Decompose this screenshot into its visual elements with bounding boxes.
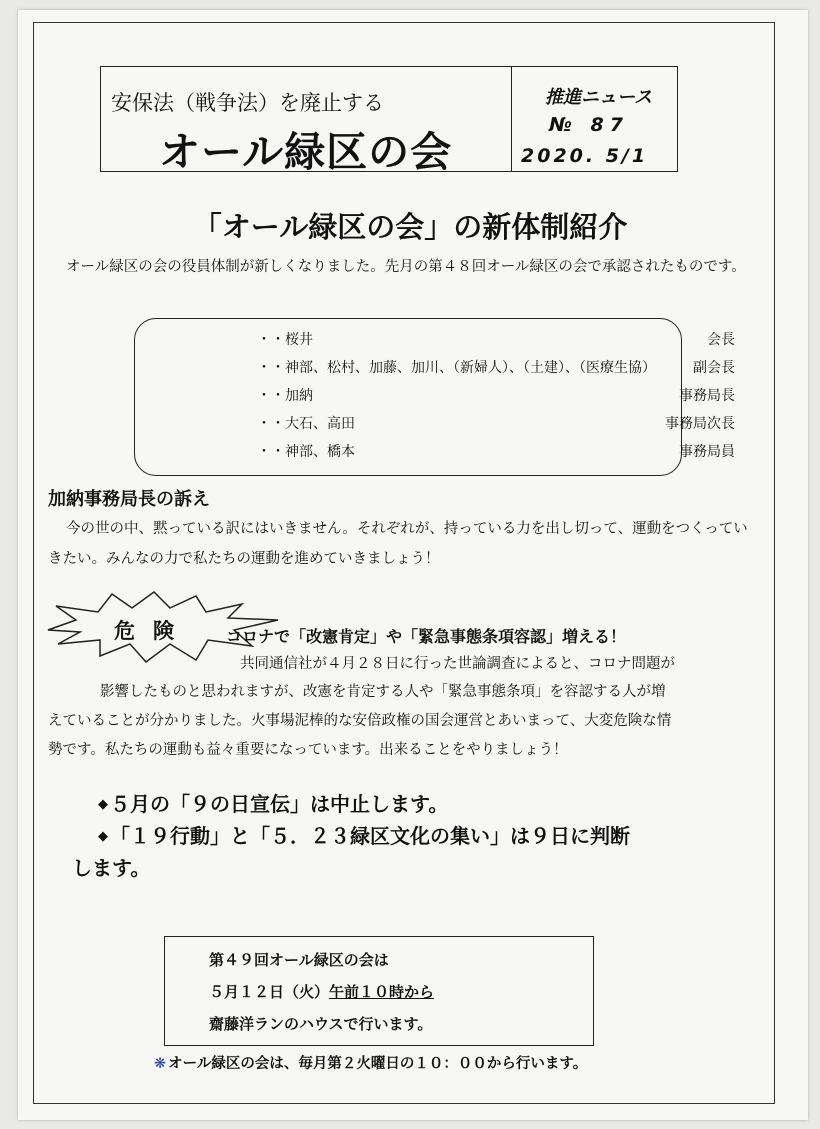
meeting-notice bbox=[164, 936, 594, 1046]
footer-note bbox=[154, 1052, 587, 1073]
roster-title: 副会長 bbox=[693, 360, 735, 376]
roster-names: 大石、高田 bbox=[285, 416, 355, 432]
news-label: 推進ニュース bbox=[545, 87, 653, 108]
roster-row bbox=[135, 413, 735, 437]
roster-row bbox=[135, 385, 735, 409]
page-headline: 「オール緑区の会」の新体制紹介 bbox=[192, 210, 628, 244]
roster-names: 神部、松村、加藤、加川、（新婦人）、（土建）、（医療生協） bbox=[285, 360, 656, 376]
roster-separator: ・・ bbox=[257, 416, 285, 432]
roster-row bbox=[135, 329, 735, 353]
bullet-continuation: します。 bbox=[72, 856, 151, 880]
roster-row bbox=[135, 441, 735, 465]
bullet-item bbox=[98, 820, 630, 849]
roster-separator: ・・ bbox=[257, 444, 285, 460]
issue-number: № 87 bbox=[549, 114, 629, 136]
masthead-issue-block bbox=[521, 67, 671, 171]
roster-title: 事務局長 bbox=[679, 388, 735, 404]
roster-separator: ・・ bbox=[257, 332, 285, 348]
officer-roster bbox=[134, 318, 735, 476]
meeting-line: 齋藤洋ランのハウスで行います。 bbox=[209, 1015, 433, 1033]
snowflake-icon: ❋ bbox=[154, 1056, 167, 1072]
roster-separator: ・・ bbox=[257, 388, 285, 404]
bullet-item bbox=[98, 788, 448, 817]
danger-text-line: えていることが分かりました。火事場泥棒的な安倍政権の国会運営とあいまって、大変危険な情 bbox=[48, 713, 672, 729]
roster-title: 事務局員 bbox=[679, 444, 735, 460]
masthead-title-block bbox=[101, 67, 512, 176]
masthead-title: オール緑区の会 bbox=[159, 128, 453, 176]
meeting-date: ５月１２日（火） bbox=[209, 983, 330, 1001]
roster-title: 会長 bbox=[707, 332, 735, 348]
appeal-heading: 加納事務局長の訴え bbox=[48, 489, 210, 510]
danger-headline: コロナで「改憲肯定」や「緊急事態条項容認」増える！ bbox=[226, 627, 627, 646]
bullet-text: 「１９行動」と「５．２３緑区文化の集い」は９日に判断 bbox=[110, 824, 630, 848]
danger-text-line: 共同通信社が４月２８日に行った世論調査によると、コロナ問題が bbox=[240, 656, 675, 672]
meeting-time: 午前１０時から bbox=[329, 983, 435, 1001]
roster-names: 神部、橋本 bbox=[285, 444, 355, 460]
roster-names: 桜井 bbox=[285, 332, 313, 348]
diamond-icon: ◆ bbox=[98, 829, 108, 844]
meeting-line bbox=[209, 981, 434, 1002]
masthead-subtitle: 安保法（戦争法）を廃止する bbox=[111, 91, 384, 115]
danger-text-line: 勢です。私たちの運動も益々重要になっています。出来ることをやりましょう！ bbox=[48, 742, 568, 758]
roster-row bbox=[135, 357, 735, 381]
meeting-line: 第４９回オール緑区の会は bbox=[209, 951, 389, 969]
roster-title: 事務局次長 bbox=[665, 416, 735, 432]
bullet-text: ５月の「９の日宣伝」は中止します。 bbox=[110, 792, 449, 816]
issue-date: 2020. 5/1 bbox=[521, 145, 649, 167]
danger-label: 危険 bbox=[114, 619, 192, 643]
diamond-icon: ◆ bbox=[98, 797, 108, 812]
masthead bbox=[100, 66, 678, 176]
footer-text: オール緑区の会は、毎月第２火曜日の１０：００から行います。 bbox=[168, 1056, 588, 1072]
intro-paragraph: オール緑区の会の役員体制が新しくなりました。先月の第４８回オール緑区の会で承認されたものです。 bbox=[66, 259, 746, 275]
roster-separator: ・・ bbox=[257, 360, 285, 376]
roster-names: 加納 bbox=[285, 388, 313, 404]
danger-text-line: 影響したものと思われますが、改憲を肯定する人や「緊急事態条項」を容認する人が増 bbox=[100, 684, 666, 700]
appeal-body: 今の世の中、黙っている訳にはいきません。それぞれが、持っている力を出し切って、運動をつくっていきたい。みんなの力で私たちの運動を進めていきましょう！ bbox=[48, 521, 748, 567]
